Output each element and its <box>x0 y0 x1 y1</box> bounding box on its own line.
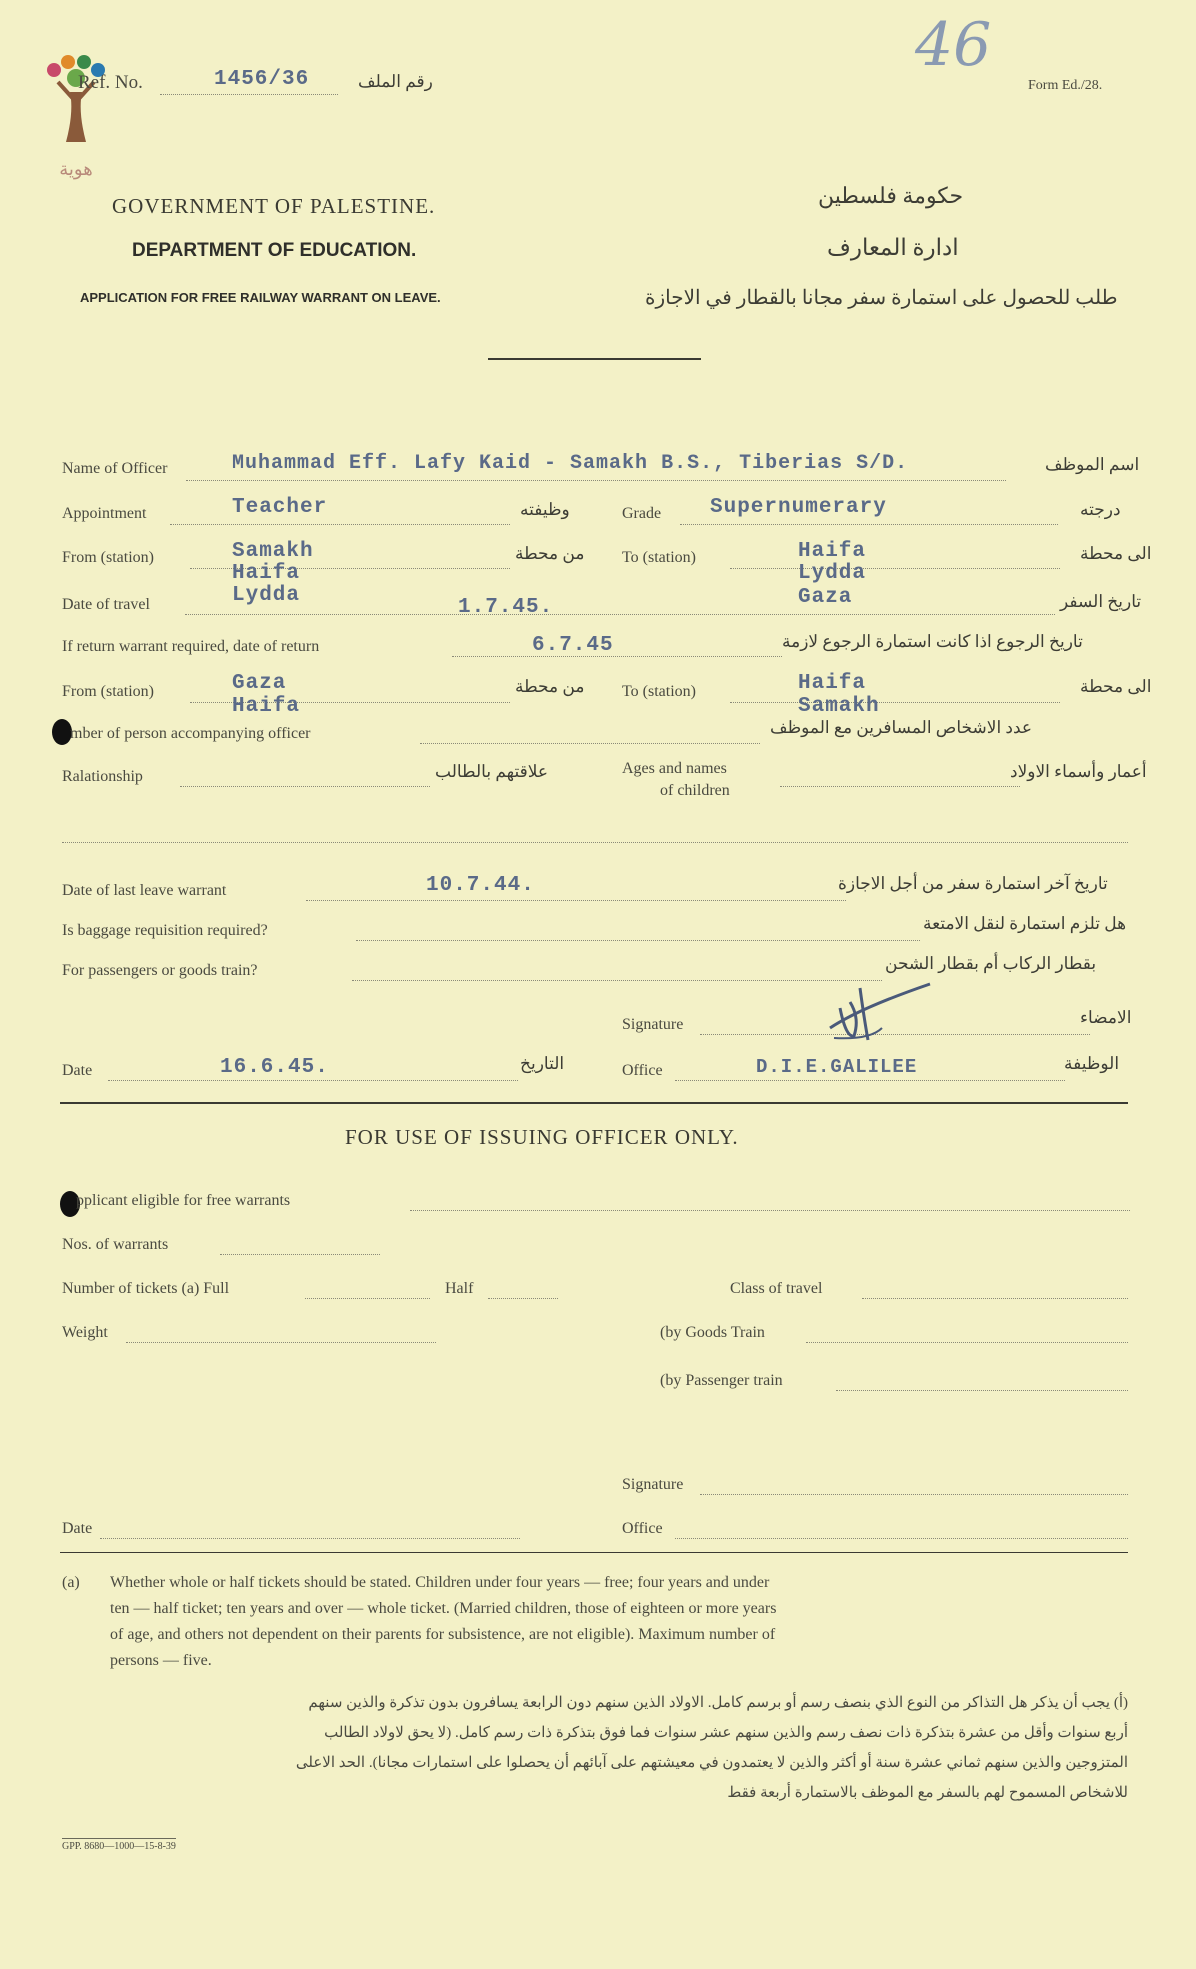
logo-text: هوية <box>59 159 93 179</box>
grade-value: Supernumerary <box>710 496 887 519</box>
return-date-ar: تاريخ الرجوع اذا كانت استمارة الرجوع لازمة <box>782 632 1083 651</box>
eligible-label: pplicant eligible for free warrants <box>76 1192 291 1209</box>
appointment-label: Appointment <box>62 505 147 522</box>
return-from-value: Gaza <box>232 672 287 695</box>
name-label: Name of Officer <box>62 460 168 477</box>
date-ar: التاريخ <box>520 1054 565 1073</box>
baggage-label: Is baggage requisition required? <box>62 922 268 939</box>
ref-value: 1456/36 <box>214 68 310 91</box>
travel-date-label: Date of travel <box>62 596 150 613</box>
note-marker: (a) <box>62 1574 80 1591</box>
ages-ar: أعمار وأسماء الاولاد <box>1010 762 1147 781</box>
baggage-ar: هل تلزم استمارة لنقل الامتعة <box>923 914 1127 933</box>
application-title-en: APPLICATION FOR FREE RAILWAY WARRANT ON LEAVE. <box>80 290 441 305</box>
issuing-office-label: Office <box>622 1520 663 1537</box>
form-number: Form Ed./28. <box>1028 78 1103 93</box>
return-date-label: If return warrant required, date of return <box>62 638 320 655</box>
office-ar: الوظيفة <box>1064 1054 1120 1073</box>
relationship-label: Ralationship <box>62 768 143 785</box>
return-to-value-2: Samakh <box>798 695 880 718</box>
warrants-label: Nos. of warrants <box>62 1236 169 1253</box>
punch-hole-1 <box>52 719 72 745</box>
note-en <box>110 1570 1130 1674</box>
travel-station: Lydda <box>232 584 301 607</box>
half-label: Half <box>445 1280 474 1297</box>
printer-code: GPP. 8680—1000—15-8-39 <box>62 1838 176 1852</box>
train-label: For passengers or goods train? <box>62 962 258 979</box>
ages-label: Ages and names <box>622 760 727 777</box>
from-station-value: Samakh <box>232 540 314 563</box>
grade-ar: درجته <box>1080 500 1121 519</box>
passenger-train-label: (by Passenger train <box>660 1372 783 1389</box>
last-leave-ar: تاريخ آخر استمارة سفر من أجل الاجازة <box>838 874 1108 893</box>
ref-arabic: رقم الملف <box>358 72 433 91</box>
signature-label: Signature <box>622 1016 684 1033</box>
note-en-line-3: of age, and others not dependent on their parents for subsistence, are not eligible). Maximum number of <box>110 1626 776 1643</box>
class-label: Class of travel <box>730 1280 823 1297</box>
name-ar: اسم الموظف <box>1045 455 1140 474</box>
to-station-value-2: Lydda <box>798 562 867 585</box>
government-title-ar: حكومة فلسطين <box>818 183 964 208</box>
return-to-label: To (station) <box>622 683 696 700</box>
persons-ar: عدد الاشخاص المسافرين مع الموظف <box>770 718 1033 737</box>
ages-label-2: of children <box>660 782 730 799</box>
header-divider <box>488 358 701 360</box>
department-title-en: DEPARTMENT OF EDUCATION. <box>132 240 417 261</box>
goods-train-label: (by Goods Train <box>660 1324 765 1341</box>
handwritten-signature <box>820 978 940 1048</box>
travel-station-2: Gaza <box>798 586 853 609</box>
issuing-signature-label: Signature <box>622 1476 684 1493</box>
train-ar: بقطار الركاب أم بقطار الشحن <box>885 954 1097 973</box>
return-to-ar: الى محطة <box>1080 677 1152 696</box>
tree-logo-icon <box>40 52 112 152</box>
note-en-line-4: persons — five. <box>110 1652 212 1669</box>
tickets-label: Number of tickets (a) Full <box>62 1280 230 1297</box>
appointment-value: Teacher <box>232 496 328 519</box>
issuing-date-label: Date <box>62 1520 93 1537</box>
from-station-value-2: Haifa <box>232 562 301 585</box>
office-label: Office <box>622 1062 663 1079</box>
page-number: 46 <box>915 10 992 80</box>
department-title-ar: ادارة المعارف <box>827 235 959 260</box>
persons-label: mber of person accompanying officer <box>70 725 311 742</box>
return-from-value-2: Haifa <box>232 695 301 718</box>
date-value: 16.6.45. <box>220 1056 329 1079</box>
ref-label: Ref. No. <box>78 72 143 93</box>
note-ar <box>62 1688 1128 1808</box>
from-station-label: From (station) <box>62 549 154 566</box>
return-from-label: From (station) <box>62 683 154 700</box>
note-ar-line-2: أربع سنوات وأقل من عشرة بتذكرة ذات نصف رسم والذين سنهم عشر سنوات فما فوق بتذكرة ذات رسم كامل. (لا يحق لاولاد الطالب <box>324 1725 1128 1741</box>
last-leave-label: Date of last leave warrant <box>62 882 227 899</box>
from-station-ar: من محطة <box>515 544 585 563</box>
travel-date-ar: تاريخ السفر <box>1060 592 1142 611</box>
grade-label: Grade <box>622 505 662 522</box>
office-value: D.I.E.GALILEE <box>756 1056 918 1078</box>
date-label: Date <box>62 1062 93 1079</box>
travel-date-value: 1.7.45. <box>458 596 554 619</box>
section-divider <box>60 1102 1128 1104</box>
to-station-label: To (station) <box>622 549 696 566</box>
note-ar-line-3: المتزوجين والذين سنهم ثماني عشرة سنة أو أكثر والذين لا يعتمدون في معيشتهم على آبائهم أن يحصلوا على استمارات مجانا). الحد الاعلى <box>295 1755 1128 1771</box>
return-from-ar: من محطة <box>515 677 585 696</box>
note-ar-line-1: (أ) يجب أن يذكر هل التذاكر من النوع الذي بنصف رسم أو برسم كامل. الاولاد الذين سنهم دون الرابعة يسافرون بدون تذكرة والذين سنهم <box>308 1695 1128 1711</box>
issuing-title: FOR USE OF ISSUING OFFICER ONLY. <box>345 1125 739 1149</box>
return-to-value: Haifa <box>798 672 867 695</box>
name-value: Muhammad Eff. Lafy Kaid - Samakh B.S., Tiberias S/D. <box>232 452 909 475</box>
last-leave-value: 10.7.44. <box>426 874 535 897</box>
signature-ar: الامضاء <box>1080 1008 1132 1027</box>
application-title-ar: طلب للحصول على استمارة سفر مجانا بالقطار في الاجازة <box>645 287 1118 309</box>
appointment-ar: وظيفته <box>520 500 570 519</box>
relationship-ar: علاقتهم بالطالب <box>435 762 549 781</box>
to-station-value: Haifa <box>798 540 867 563</box>
note-en-line-2: ten — half ticket; ten years and over — whole ticket. (Married children, those of eighteen or more years <box>110 1600 777 1617</box>
notes-divider <box>60 1552 1128 1553</box>
note-en-line-1: Whether whole or half tickets should be stated. Children under four years — free; four years and under <box>110 1574 770 1591</box>
return-date-value: 6.7.45 <box>532 634 614 657</box>
to-station-ar: الى محطة <box>1080 544 1152 563</box>
government-title-en: GOVERNMENT OF PALESTINE. <box>112 194 436 218</box>
note-ar-line-4: للاشخاص المسموح لهم بالسفر مع الموظف بالاستمارة أربعة فقط <box>727 1785 1128 1801</box>
weight-label: Weight <box>62 1324 108 1341</box>
